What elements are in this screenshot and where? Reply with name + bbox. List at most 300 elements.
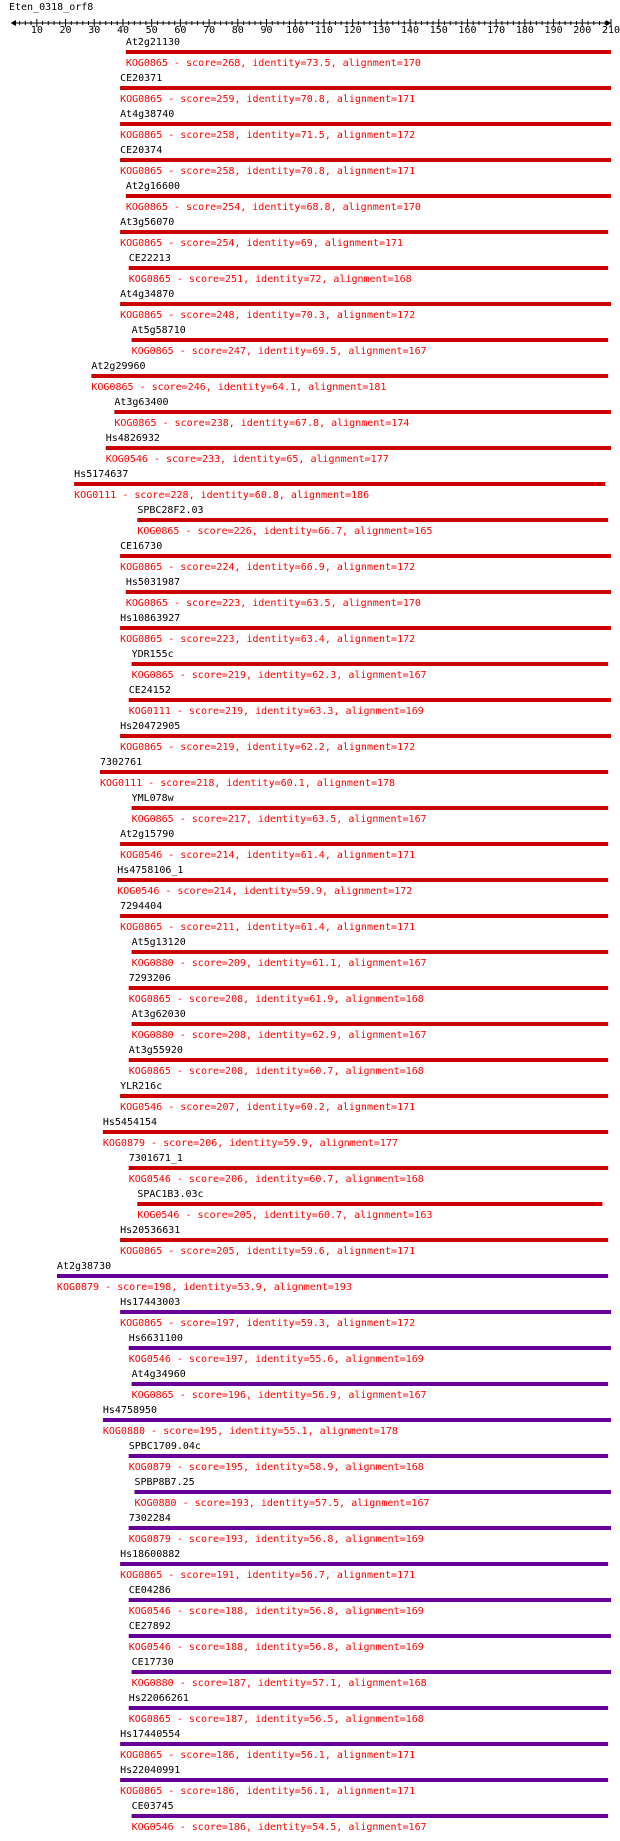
hit-alignment: 170 (402, 58, 421, 69)
hit-name[interactable]: Hs10863927 (120, 613, 181, 624)
hit-description[interactable]: KOG0865 - score=259, identity=70.8, alignment=171 (120, 94, 416, 105)
hit-alignment: 168 (405, 1174, 424, 1185)
hit-score: 196 (227, 1390, 246, 1401)
hit-kog: KOG0546 (120, 1102, 163, 1113)
hit-bar[interactable] (74, 482, 605, 486)
hit-score: 195 (225, 1462, 244, 1473)
hit-score: 247 (227, 346, 246, 357)
hit-score: 238 (210, 418, 229, 429)
hit-kog: KOG0865 (120, 1246, 163, 1257)
hit-alignment: 171 (397, 1786, 416, 1797)
hit-bar[interactable] (120, 734, 611, 738)
hit-name[interactable]: At4g34960 (131, 1369, 186, 1380)
hit-name[interactable]: YML078w (131, 793, 174, 804)
hit-bar[interactable] (134, 1490, 611, 1494)
hit-description[interactable]: KOG0546 - score=214, identity=61.4, alignment=171 (120, 850, 416, 861)
hit-description[interactable]: KOG0865 - score=208, identity=61.9, alignment=168 (128, 994, 424, 1005)
hit-bar[interactable] (120, 842, 608, 846)
hit-description[interactable]: KOG0865 - score=211, identity=61.4, alignment=171 (120, 922, 416, 933)
hit-identity: 68.8 (306, 202, 331, 213)
hit-identity: 73.5 (306, 58, 331, 69)
hit-name[interactable]: Hs5031987 (125, 577, 181, 588)
hit-bar[interactable] (120, 1778, 608, 1782)
hit-description[interactable]: KOG0879 - score=195, identity=58.9, alignment=168 (128, 1462, 424, 1473)
hit-row (120, 901, 608, 933)
hit-identity: 67.8 (294, 418, 320, 429)
hit-identity: 55.1 (283, 1426, 308, 1437)
hit-description[interactable]: KOG0546 - score=197, identity=55.6, alignment=169 (128, 1354, 424, 1365)
hit-name[interactable]: Hs4826932 (105, 433, 160, 444)
hit-alignment: 193 (333, 1282, 352, 1293)
hit-name[interactable]: SPAC1B3.03c (137, 1189, 204, 1200)
hit-score: 258 (216, 166, 235, 177)
hit-bar[interactable] (132, 1382, 609, 1386)
hit-kog: KOG0865 (120, 922, 163, 933)
hit-row (120, 1297, 611, 1329)
hit-alignment: 168 (408, 1678, 427, 1689)
hit-kog: KOG0865 (120, 1750, 163, 1761)
hit-alignment: 171 (397, 1102, 416, 1113)
hit-alignment: 168 (405, 1462, 424, 1473)
hit-description[interactable]: KOG0111 - score=218, identity=60.1, alignment=178 (99, 778, 396, 789)
hit-description[interactable]: KOG0865 - score=186, identity=56.1, alignment=171 (120, 1750, 416, 1761)
hit-score: 198 (153, 1282, 172, 1293)
hit-kog: KOG0880 (134, 1498, 177, 1509)
hit-row (74, 469, 605, 501)
hit-description[interactable]: KOG0880 - score=195, identity=55.1, alignment=178 (102, 1426, 398, 1437)
hit-score: 223 (216, 634, 235, 645)
hit-name[interactable]: Hs20536631 (120, 1225, 181, 1236)
hit-kog: KOG0546 (131, 1822, 174, 1833)
hit-name[interactable]: Hs17443003 (120, 1297, 181, 1308)
hit-description[interactable]: KOG0546 - score=207, identity=60.2, alignment=171 (120, 1102, 416, 1113)
hit-name[interactable]: At2g29960 (91, 361, 146, 372)
hit-bar[interactable] (132, 1022, 609, 1026)
hit-score: 214 (213, 886, 232, 897)
hit-name[interactable]: SPBC1709.04c (128, 1441, 201, 1452)
hit-description[interactable]: KOG0865 - score=246, identity=64.1, alignment=181 (91, 382, 387, 393)
hit-kog: KOG0865 (120, 166, 163, 177)
hit-description[interactable]: KOG0865 - score=254, identity=69, alignment=171 (120, 238, 404, 249)
hit-name[interactable]: YLR216c (120, 1081, 163, 1092)
hit-identity: 58.9 (309, 1462, 334, 1473)
axis-tick-label: 150 (429, 25, 448, 36)
hit-bar[interactable] (129, 266, 608, 270)
hit-kog: KOG0865 (120, 238, 163, 249)
hit-bar[interactable] (120, 1310, 611, 1314)
hit-name[interactable]: Hs5174637 (74, 469, 129, 480)
hit-alignment: 177 (379, 1138, 398, 1149)
hit-alignment: 163 (414, 1210, 433, 1221)
hit-identity: 57.5 (315, 1498, 340, 1509)
hit-alignment: 172 (397, 634, 416, 645)
hit-alignment: 172 (397, 742, 416, 753)
hit-description[interactable]: KOG0879 - score=193, identity=56.8, alignment=169 (128, 1534, 424, 1545)
hit-score: 193 (225, 1534, 244, 1545)
hit-alignment: 167 (408, 346, 427, 357)
hit-identity: 57.1 (312, 1678, 337, 1689)
hit-bar[interactable] (120, 1562, 608, 1566)
hit-score: 209 (227, 958, 246, 969)
hit-description[interactable]: KOG0546 - score=205, identity=60.7, alignment=163 (137, 1210, 433, 1221)
hit-name[interactable]: CE20371 (120, 73, 163, 84)
hit-name[interactable]: 7302761 (99, 757, 143, 768)
axis-tick-label: 140 (401, 25, 420, 36)
hit-description[interactable]: KOG0879 - score=206, identity=59.9, alignment=177 (102, 1138, 398, 1149)
hit-score: 191 (216, 1570, 235, 1581)
hit-row (129, 973, 608, 1005)
hit-kog: KOG0111 (74, 490, 117, 501)
hit-name[interactable]: 7301671_1 (128, 1153, 183, 1164)
axis-tick-label: 60 (174, 25, 187, 36)
hit-description[interactable]: KOG0546 - score=214, identity=59.9, alignment=172 (117, 886, 413, 897)
hit-row (132, 1657, 611, 1689)
hit-name[interactable]: CE16730 (120, 541, 163, 552)
hit-bar[interactable] (120, 302, 611, 306)
hit-row (120, 1225, 608, 1257)
hit-alignment: 172 (397, 310, 416, 321)
hit-alignment: 174 (391, 418, 410, 429)
hit-row (103, 1405, 611, 1437)
hit-name[interactable]: SPBC28F2.03 (137, 505, 204, 516)
hit-name[interactable]: Hs18600882 (120, 1549, 181, 1560)
hit-identity: 56.8 (309, 1534, 334, 1545)
hit-bar[interactable] (106, 446, 611, 450)
hit-score: 223 (222, 598, 241, 609)
hit-bar[interactable] (137, 518, 608, 522)
hit-row (120, 1765, 608, 1797)
hit-name[interactable]: Hs20472905 (120, 721, 181, 732)
hit-identity: 69 (300, 238, 313, 249)
hit-kog: KOG0865 (131, 670, 174, 681)
hit-bar[interactable] (57, 1274, 608, 1278)
hit-name[interactable]: CE24152 (128, 685, 171, 696)
hit-kog: KOG0546 (128, 1606, 171, 1617)
hit-bar[interactable] (100, 770, 608, 774)
hit-description[interactable]: KOG0865 - score=191, identity=56.7, alignment=171 (120, 1570, 416, 1581)
hit-name[interactable]: CE22213 (128, 253, 171, 264)
hit-score: 205 (216, 1246, 235, 1257)
hit-kog: KOG0865 (120, 634, 163, 645)
hit-kog: KOG0865 (128, 994, 171, 1005)
hit-row (132, 1009, 609, 1041)
hit-alignment: 167 (408, 1822, 427, 1833)
hit-identity: 63.3 (309, 706, 334, 717)
hit-description[interactable]: KOG0865 - score=217, identity=63.5, alignment=167 (131, 814, 427, 825)
hit-description[interactable]: KOG0111 - score=219, identity=63.3, alignment=169 (128, 706, 424, 717)
hit-description[interactable]: KOG0865 - score=197, identity=59.3, alignment=172 (120, 1318, 416, 1329)
hit-description[interactable]: KOG0865 - score=219, identity=62.3, alignment=167 (131, 670, 427, 681)
hit-row (120, 217, 608, 249)
hit-bar[interactable] (129, 1526, 611, 1530)
hit-score: 219 (216, 742, 235, 753)
hit-description[interactable]: KOG0865 - score=248, identity=70.3, alignment=172 (120, 310, 416, 321)
hit-bar[interactable] (129, 1706, 608, 1710)
hit-name[interactable]: CE17730 (131, 1657, 174, 1668)
hit-identity: 61.4 (300, 850, 325, 861)
hit-name[interactable]: CE27892 (128, 1621, 171, 1632)
hit-identity: 56.1 (300, 1786, 325, 1797)
hit-bar[interactable] (117, 878, 608, 882)
hit-bar[interactable] (129, 1598, 611, 1602)
hit-bar[interactable] (103, 1418, 611, 1422)
hit-description[interactable]: KOG0865 - score=268, identity=73.5, alignment=170 (125, 58, 421, 69)
hit-description[interactable]: KOG0865 - score=258, identity=70.8, alignment=171 (120, 166, 416, 177)
hit-score: 251 (225, 274, 244, 285)
hit-name[interactable]: At3g62030 (131, 1009, 186, 1020)
hit-bar[interactable] (126, 194, 611, 198)
hit-bar[interactable] (103, 1130, 608, 1134)
hit-row (129, 1333, 611, 1365)
axis-tick-label: 160 (458, 25, 477, 36)
hit-identity: 62.2 (300, 742, 325, 753)
hit-bar[interactable] (126, 590, 611, 594)
hit-description[interactable]: KOG0880 - score=209, identity=61.1, alignment=167 (131, 958, 427, 969)
hit-description[interactable]: KOG0865 - score=186, identity=56.1, alignment=171 (120, 1786, 416, 1797)
hit-row (120, 73, 611, 105)
hit-name[interactable]: 7293206 (128, 973, 171, 984)
hit-name[interactable]: At2g21130 (125, 37, 181, 48)
hit-description[interactable]: KOG0865 - score=208, identity=60.7, alignment=168 (128, 1066, 424, 1077)
axis-tick-label: 70 (203, 25, 216, 36)
axis-tick-label: 40 (116, 25, 129, 36)
hit-kog: KOG0546 (128, 1354, 171, 1365)
hit-description[interactable]: KOG0865 - score=226, identity=66.7, alignment=165 (137, 526, 433, 537)
hit-kog: KOG0865 (131, 346, 174, 357)
hit-name[interactable]: Hs4758106_1 (117, 865, 184, 876)
hit-score: 259 (216, 94, 235, 105)
hit-bar[interactable] (120, 554, 611, 558)
hit-score: 187 (227, 1678, 246, 1689)
hit-bar[interactable] (120, 914, 608, 918)
hit-name[interactable]: At3g55920 (128, 1045, 183, 1056)
hit-name[interactable]: 7294404 (120, 901, 163, 912)
hit-name[interactable]: Hs22040991 (120, 1765, 181, 1776)
hit-row (126, 37, 611, 69)
hit-name[interactable]: Hs4758950 (102, 1405, 158, 1416)
hit-row (120, 1549, 608, 1581)
hit-identity: 60.1 (280, 778, 305, 789)
hit-bar[interactable] (120, 158, 611, 162)
hit-description[interactable]: KOG0865 - score=247, identity=69.5, alignment=167 (131, 346, 427, 357)
hit-bar[interactable] (132, 662, 609, 666)
hit-row (132, 793, 609, 825)
hit-alignment: 171 (397, 850, 416, 861)
hit-description[interactable]: KOG0546 - score=188, identity=56.8, alignment=169 (128, 1642, 424, 1653)
hit-description[interactable]: KOG0865 - score=251, identity=72, alignment=168 (128, 274, 412, 285)
hit-identity: 70.3 (300, 310, 325, 321)
hit-identity: 56.8 (309, 1642, 334, 1653)
hit-description[interactable]: KOG0880 - score=193, identity=57.5, alignment=167 (134, 1498, 430, 1509)
hit-row (132, 1369, 609, 1401)
hit-score: 217 (227, 814, 246, 825)
hit-name[interactable]: SPBP8B7.25 (134, 1477, 195, 1488)
hit-bar[interactable] (120, 1742, 608, 1746)
hit-identity: 65 (286, 454, 299, 465)
hit-bar[interactable] (126, 50, 611, 54)
hit-name[interactable]: Hs22066261 (128, 1693, 189, 1704)
hit-score: 188 (225, 1642, 244, 1653)
hit-description[interactable]: KOG0111 - score=228, identity=60.8, alignment=186 (74, 490, 370, 501)
hit-alignment: 168 (405, 1714, 424, 1725)
hit-kog: KOG0865 (91, 382, 134, 393)
hit-row (120, 829, 608, 861)
hit-row (132, 937, 609, 969)
hit-description[interactable]: KOG0865 - score=223, identity=63.5, alignment=170 (125, 598, 421, 609)
hit-name[interactable]: At2g38730 (56, 1261, 112, 1272)
hit-description[interactable]: KOG0880 - score=187, identity=57.1, alignment=168 (131, 1678, 427, 1689)
axis-tick-label: 20 (59, 25, 72, 36)
hit-bar[interactable] (129, 1058, 608, 1062)
hit-description[interactable]: KOG0865 - score=258, identity=71.5, alignment=172 (120, 130, 416, 141)
hit-name[interactable]: At5g13120 (131, 937, 186, 948)
hit-alignment: 186 (351, 490, 370, 501)
hit-bar[interactable] (91, 374, 608, 378)
hit-name[interactable]: CE20374 (120, 145, 163, 156)
hit-score: 219 (227, 670, 246, 681)
hit-name[interactable]: CE03745 (131, 1801, 174, 1812)
hit-alignment: 167 (411, 1498, 430, 1509)
hit-alignment: 177 (370, 454, 389, 465)
hit-bar[interactable] (120, 86, 611, 90)
hit-score: 197 (216, 1318, 235, 1329)
hit-bar[interactable] (120, 626, 611, 630)
hit-name[interactable]: At4g38740 (120, 109, 175, 120)
hit-description[interactable]: KOG0546 - score=233, identity=65, alignment=177 (105, 454, 389, 465)
hit-bar[interactable] (132, 806, 609, 810)
hit-name[interactable]: At2g15790 (120, 829, 175, 840)
hit-name[interactable]: 7302284 (128, 1513, 171, 1524)
hit-bar[interactable] (120, 122, 611, 126)
hit-description[interactable]: KOG0880 - score=208, identity=62.9, alignment=167 (131, 1030, 427, 1041)
hit-score: 186 (227, 1822, 246, 1833)
hit-identity: 56.7 (300, 1570, 325, 1581)
hit-row (120, 541, 611, 573)
hit-row (117, 865, 608, 897)
hit-description[interactable]: KOG0865 - score=254, identity=68.8, alignment=170 (125, 202, 421, 213)
axis-tick-label: 190 (544, 25, 563, 36)
hit-row (129, 685, 611, 717)
hit-alignment: 171 (397, 166, 416, 177)
hit-bar[interactable] (129, 1166, 608, 1170)
hit-bar[interactable] (129, 1346, 611, 1350)
hit-kog: KOG0880 (102, 1426, 146, 1437)
hit-identity: 63.4 (300, 634, 325, 645)
hit-name[interactable]: Hs5454154 (102, 1117, 158, 1128)
hit-row (129, 253, 608, 285)
hit-row (126, 577, 611, 609)
hit-row (120, 721, 611, 753)
hit-row (120, 613, 611, 645)
hit-score: 224 (216, 562, 235, 573)
hit-score: 219 (225, 706, 244, 717)
hit-score: 206 (199, 1138, 218, 1149)
hit-description[interactable]: KOG0546 - score=206, identity=60.7, alignment=168 (128, 1174, 424, 1185)
hit-kog: KOG0865 (120, 130, 163, 141)
hit-score: 186 (216, 1786, 235, 1797)
hit-name[interactable]: At2g16600 (125, 181, 181, 192)
hit-kog: KOG0546 (128, 1174, 171, 1185)
hit-bar[interactable] (114, 410, 611, 414)
hit-score: 233 (202, 454, 221, 465)
hit-identity: 64.1 (272, 382, 297, 393)
hit-description[interactable]: KOG0865 - score=187, identity=56.5, alignment=168 (128, 1714, 424, 1725)
hit-bar[interactable] (129, 1634, 611, 1638)
hit-description[interactable]: KOG0865 - score=224, identity=66.9, alignment=172 (120, 562, 416, 573)
hit-bar[interactable] (120, 230, 608, 234)
hit-bar[interactable] (132, 950, 609, 954)
hit-alignment: 170 (402, 202, 421, 213)
hit-bar[interactable] (120, 1094, 608, 1098)
hit-name[interactable]: Hs17440554 (120, 1729, 181, 1740)
hit-bar[interactable] (132, 338, 609, 342)
hit-kog: KOG0546 (137, 1210, 180, 1221)
hit-name[interactable]: At3g56070 (120, 217, 175, 228)
hit-bar[interactable] (129, 698, 611, 702)
hit-name[interactable]: At3g63400 (114, 397, 169, 408)
hit-bar[interactable] (129, 1454, 608, 1458)
hit-kog: KOG0865 (120, 742, 163, 753)
hit-name[interactable]: YDR155c (131, 649, 174, 660)
hit-description[interactable]: KOG0865 - score=205, identity=59.6, alignment=171 (120, 1246, 416, 1257)
hit-description[interactable]: KOG0546 - score=188, identity=56.8, alignment=169 (128, 1606, 424, 1617)
hit-kog: KOG0865 (114, 418, 157, 429)
hit-description[interactable]: KOG0865 - score=219, identity=62.2, alignment=172 (120, 742, 416, 753)
hit-description[interactable]: KOG0865 - score=196, identity=56.9, alignment=167 (131, 1390, 427, 1401)
hit-bar[interactable] (129, 986, 608, 990)
hit-row (57, 1261, 608, 1293)
hit-name[interactable]: At4g34870 (120, 289, 175, 300)
hit-kog: KOG0546 (105, 454, 148, 465)
hit-name[interactable]: CE04286 (128, 1585, 171, 1596)
axis-tick-label: 120 (343, 25, 362, 36)
hit-identity: 66.9 (300, 562, 325, 573)
hit-kog: KOG0546 (117, 886, 160, 897)
hit-kog: KOG0111 (128, 706, 171, 717)
hit-identity: 59.9 (297, 886, 322, 897)
hit-bar[interactable] (132, 1814, 609, 1818)
hit-bar[interactable] (120, 1238, 608, 1242)
hit-alignment: 172 (397, 1318, 416, 1329)
hit-kog: KOG0865 (120, 1318, 163, 1329)
hit-identity: 60.7 (309, 1066, 334, 1077)
hit-name[interactable]: Hs6631100 (128, 1333, 183, 1344)
hit-alignment: 172 (394, 886, 413, 897)
hit-kog: KOG0865 (128, 1714, 171, 1725)
hit-kog: KOG0546 (120, 850, 163, 861)
hit-alignment: 171 (397, 94, 416, 105)
hit-row (137, 505, 608, 537)
hit-score: 258 (216, 130, 235, 141)
hit-score: 228 (170, 490, 189, 501)
hit-row (120, 1729, 608, 1761)
hit-score: 211 (216, 922, 235, 933)
hit-bar[interactable] (132, 1670, 611, 1674)
hit-description[interactable]: KOG0879 - score=198, identity=53.9, alignment=193 (56, 1282, 352, 1293)
hit-alignment: 168 (405, 1066, 424, 1077)
hit-alignment: 167 (408, 1390, 427, 1401)
hit-kog: KOG0880 (131, 958, 174, 969)
hit-identity: 69.5 (312, 346, 337, 357)
hit-bar[interactable] (137, 1202, 602, 1206)
hit-row (132, 649, 609, 681)
hit-description[interactable]: KOG0865 - score=223, identity=63.4, alignment=172 (120, 634, 416, 645)
hit-description[interactable]: KOG0865 - score=238, identity=67.8, alignment=174 (114, 418, 410, 429)
hit-row (114, 397, 611, 429)
hit-name[interactable]: At5g58710 (131, 325, 186, 336)
hit-description[interactable]: KOG0546 - score=186, identity=54.5, alignment=167 (131, 1822, 427, 1833)
hit-alignment: 167 (408, 670, 427, 681)
